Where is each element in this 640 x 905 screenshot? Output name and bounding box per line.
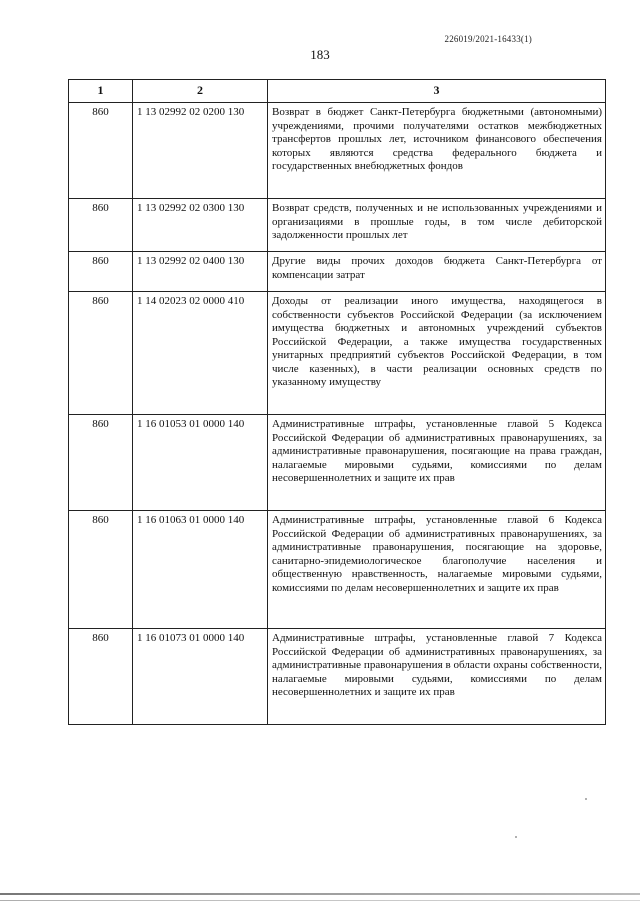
budget-code-cell: 1 13 02992 02 0200 130 (133, 103, 268, 199)
description-cell: Возврат в бюджет Санкт-Петербурга бюджетными (автономными) учреждениями, прочими получателями остатков межбюджетных трансфертов прошлых лет, источником финансового обеспечения которых являются средства федерального бюджета и государственных внебюджетных фондов (268, 103, 606, 199)
scan-edge-line (0, 900, 640, 901)
admin-code-cell: 860 (69, 415, 133, 511)
scan-speck (585, 798, 587, 800)
admin-code-cell: 860 (69, 292, 133, 415)
description-cell: Административные штрафы, установленные главой 6 Кодекса Российской Федерации об административных правонарушениях, за административные правонарушения, посягающие на здоровье, санитарно-эпидемиологическое благополучие населения и общественную нравственность, налагаемые мировыми судьями, комиссиями по делам несовершеннолетних и защите их прав (268, 511, 606, 629)
admin-code-cell: 860 (69, 103, 133, 199)
table-row (69, 103, 606, 199)
revenue-codes-table (68, 79, 606, 725)
column-header-3: 3 (268, 80, 606, 103)
description-cell: Другие виды прочих доходов бюджета Санкт-Петербурга от компенсации затрат (268, 252, 606, 292)
description-cell: Административные штрафы, установленные главой 7 Кодекса Российской Федерации об административных правонарушениях, за административные правонарушения в области охраны собственности, налагаемые мировыми судьями, комиссиями по делам несовершеннолетних и защите их прав (268, 629, 606, 725)
scan-edge-line (0, 893, 640, 895)
description-cell: Административные штрафы, установленные главой 5 Кодекса Российской Федерации об административных правонарушениях, за административные правонарушения, посягающие на права граждан, налагаемые мировыми судьями, комиссиями по делам несовершеннолетних и защите их прав (268, 415, 606, 511)
budget-code-cell: 1 13 02992 02 0400 130 (133, 252, 268, 292)
column-header-1: 1 (69, 80, 133, 103)
budget-code-cell: 1 13 02992 02 0300 130 (133, 199, 268, 252)
admin-code-cell: 860 (69, 252, 133, 292)
table-header-row (69, 80, 606, 103)
description-cell: Доходы от реализации иного имущества, находящегося в собственности субъектов Российской Федерации (за исключением имущества бюджетных и автономных учреждений субъектов Российской Федерации, а также имущества государственных унитарных предприятий субъектов Российской Федерации, в том числе казенных), в части реализации основных средств по указанному имуществу (268, 292, 606, 415)
table-row (69, 199, 606, 252)
table-row (69, 511, 606, 629)
table-row (69, 415, 606, 511)
document-reference: 226019/2021-16433(1) (444, 34, 532, 44)
scan-speck (515, 836, 517, 838)
budget-code-cell: 1 16 01063 01 0000 140 (133, 511, 268, 629)
table-row (69, 292, 606, 415)
admin-code-cell: 860 (69, 629, 133, 725)
table-row (69, 252, 606, 292)
admin-code-cell: 860 (69, 199, 133, 252)
budget-code-cell: 1 16 01073 01 0000 140 (133, 629, 268, 725)
page-number: 183 (310, 47, 330, 62)
table-row (69, 629, 606, 725)
budget-code-cell: 1 16 01053 01 0000 140 (133, 415, 268, 511)
column-header-2: 2 (133, 80, 268, 103)
admin-code-cell: 860 (69, 511, 133, 629)
description-cell: Возврат средств, полученных и не использованных учреждениями и организациями в прошлые годы, в том числе дебиторской задолженности прошлых лет (268, 199, 606, 252)
budget-code-cell: 1 14 02023 02 0000 410 (133, 292, 268, 415)
